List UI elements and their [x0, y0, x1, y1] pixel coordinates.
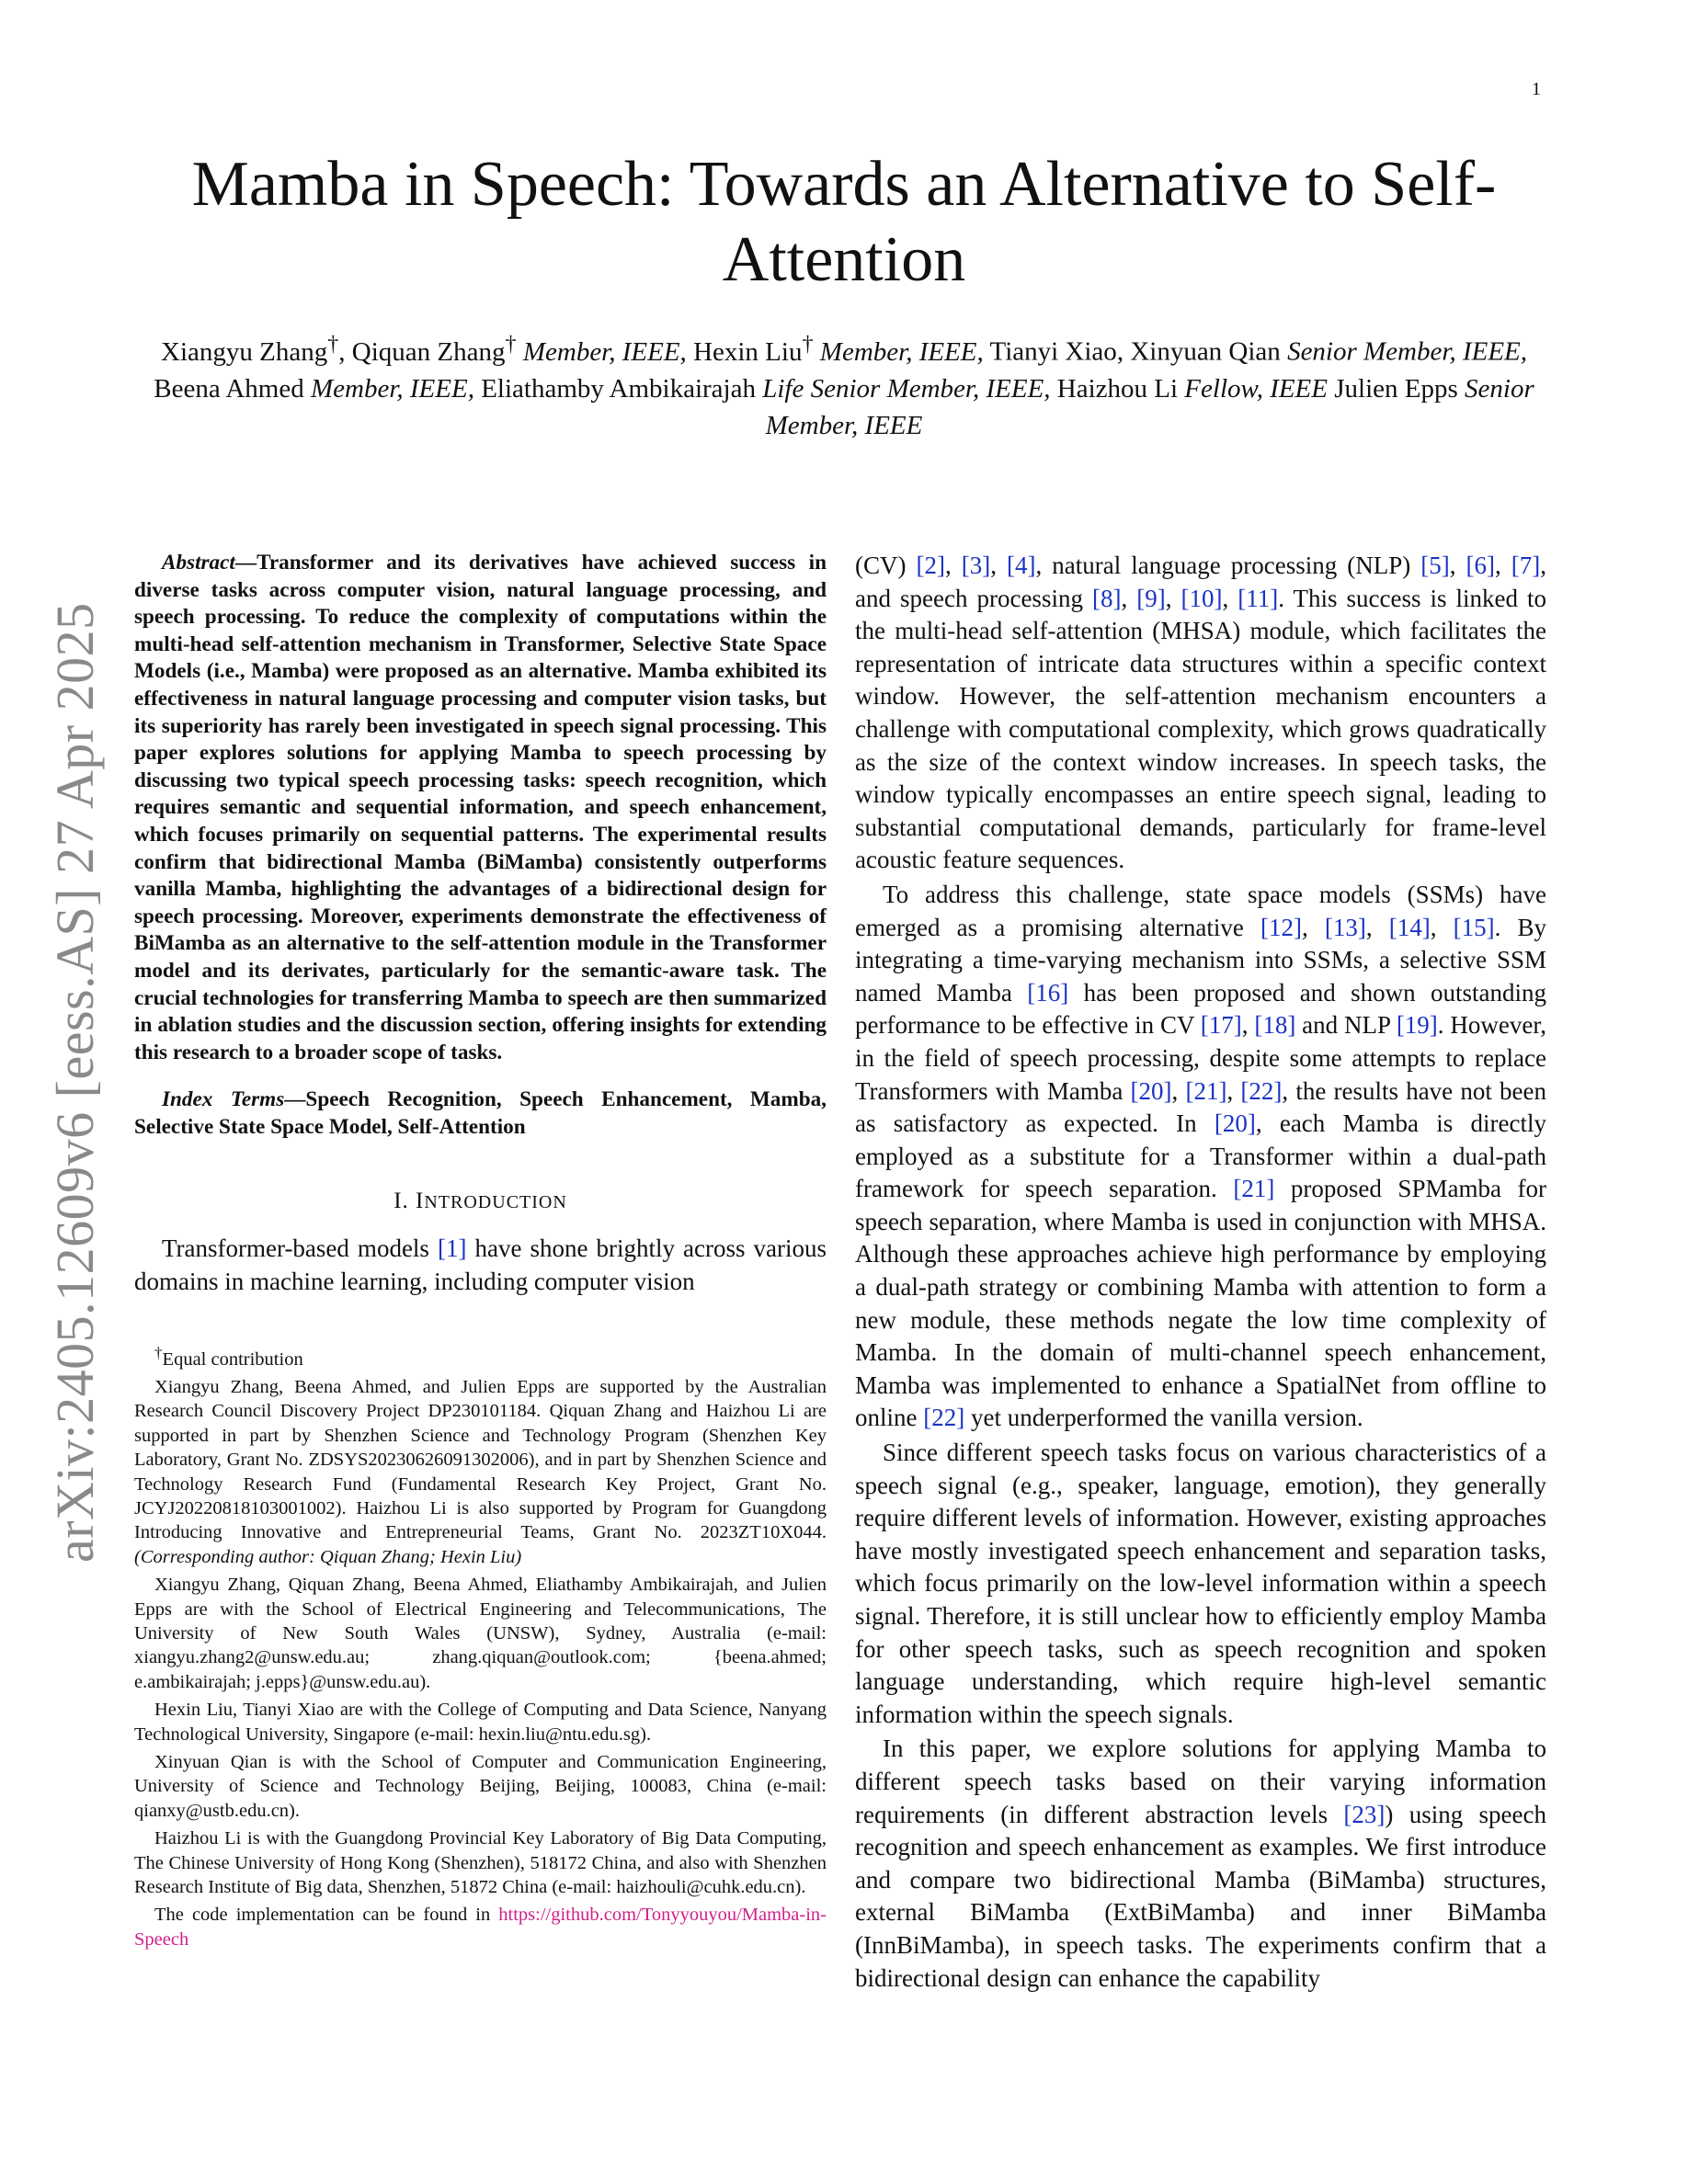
author-role: Life Senior Member, IEEE, [755, 373, 1051, 404]
body-paragraph: To address this challenge, state space models (SSMs) have emerged as a promising alternative [12], [13], [14], [15]. By integrating a time-varying mechanism into SSMs, a selective SSM named Mamba [16] has been proposed and shown outstanding performance to be effective in CV [17], [18] and NLP [19]. However, in the field of speech processing, despite some attempts to replace Transformers with Mamba [20], [21], [22], the results have not been as satisfactory as expected. In [20], each Mamba is directly employed as a substitute for a Transformer within a dual-path framework for speech separation. [21] proposed SPMamba for speech separation, where Mamba is used in conjunction with MHSA. Although these approaches achieve high performance by employing a dual-path strategy or combining Mamba with attention to form a new module, these methods negate the low time complexity of Mamba. In the domain of multi-channel speech enhancement, Mamba was implemented to enhance a SpatialNet from offline to online [22] yet underperformed the vanilla version. [855, 880, 1547, 1432]
author-name: Tianyi Xiao [989, 336, 1117, 367]
author-role: Member, IEEE, [303, 373, 474, 404]
author-role: Member, IEEE, [516, 336, 687, 367]
author-name: Haizhou Li [1056, 373, 1179, 404]
section-heading-introduction [134, 1189, 827, 1214]
footnote-equal-contribution: †Equal contribution [154, 1343, 303, 1370]
dagger-mark: † [505, 331, 517, 356]
author-list [129, 325, 1559, 444]
author-name: Xiangyu Zhang [161, 336, 328, 367]
index-terms: Index Terms—Speech Recognition, Speech Enhancement, Mamba, Selective State Space Model, Self-Attention [134, 1087, 827, 1139]
author [1130, 337, 1527, 367]
citation-link[interactable]: [6] [1466, 552, 1496, 579]
citation-link[interactable]: [17] [1200, 1011, 1242, 1040]
citation-link[interactable]: [10] [1180, 584, 1223, 612]
corresponding-author: (Corresponding author: Qiquan Zhang; Hexin Liu) [134, 1546, 522, 1567]
section-initial: I [416, 1189, 425, 1214]
abstract-lead: Abstract [162, 551, 235, 574]
citation-link[interactable]: [3] [961, 552, 991, 579]
citation-link[interactable]: [7] [1511, 552, 1541, 579]
citation-link[interactable]: [14] [1388, 913, 1431, 941]
author [693, 331, 984, 367]
citation-link[interactable]: [9] [1136, 584, 1166, 612]
author-role: Member, IEEE, [813, 336, 984, 367]
index-terms-lead: Index Terms [162, 1087, 285, 1112]
footnote-affiliation-ntu: Hexin Liu, Tianyi Xiao are with the College of Computing and Data Science, Nanyang Technological University, Singapore (e-mail: hexin.liu@ntu.edu.sg). [134, 1700, 827, 1745]
citation-link[interactable]: [2] [916, 552, 945, 579]
citation-link[interactable]: [5] [1420, 552, 1450, 579]
code-repository-link[interactable]: https://github.com/Tonyyouyou/Mamba-in-Speech [134, 1905, 827, 1950]
author [351, 331, 687, 367]
citation-link[interactable]: [13] [1324, 913, 1366, 941]
section-rest: NTRODUCTION [424, 1192, 567, 1213]
citation-link[interactable]: [22] [923, 1404, 965, 1432]
abstract-text: Transformer and its derivatives have achieved success in diverse tasks across computer vision, natural language processing, and speech processing. To reduce the complexity of computations within the multi-head self-attention mechanism in Transformer, Selective State Space Models (i.e., Mamba) were proposed as an alternative. Mamba exhibited its effectiveness in natural language processing and computer vision tasks, but its superiority has rarely been investigated in speech signal processing. This paper explores solutions for applying Mamba to speech processing by discussing two typical speech processing tasks: speech recognition, which requires semantic and sequential information, and speech enhancement, which focuses primarily on sequential patterns. The experimental results confirm that bidirectional Mamba (BiMamba) consistently outperforms vanilla Mamba, highlighting the advantages of a bidirectional design for speech processing. Moreover, experiments demonstrate the effectiveness of BiMamba as an alternative to the self-attention module in the Transformer model and its derivates, particularly for the semantic-aware task. The crucial technologies for transferring Mamba to speech are then summarized in ablation studies and the discussion section, offering insights for extending this research to a broader scope of tasks. [134, 551, 827, 1064]
citation-link[interactable]: [11] [1237, 584, 1279, 612]
page-number: 1 [1532, 79, 1541, 99]
citation-link[interactable]: [19] [1396, 1011, 1438, 1040]
citation-link[interactable]: [4] [1007, 552, 1036, 579]
author-name: Hexin Liu [693, 336, 803, 367]
footnote-code: The code implementation can be found in https://github.com/Tonyyouyou/Mamba-in-Speech [134, 1905, 827, 1950]
intro-paragraph-left: Transformer-based models [1] have shone brightly across various domains in machine learning, including computer vision [134, 1234, 827, 1296]
body-paragraph: In this paper, we explore solutions for applying Mamba to different speech tasks based on their varying information requirements (in different abstraction levels [23]) using speech recognition and speech enhancement as examples. We first introduce and compare two bidirectional Mamba (BiMamba) structures, external BiMamba (ExtBiMamba) and inner BiMamba (InnBiMamba), in speech tasks. The experiments confirm that a bidirectional design can enhance the capability [855, 1735, 1546, 1992]
arxiv-identifier-stamp[interactable]: arXiv:2405.12609v6 [eess.AS] 27 Apr 2025 [45, 602, 105, 1563]
author: Xiangyu Zhang†, [161, 331, 346, 367]
citation-link[interactable]: [8] [1091, 584, 1122, 612]
author [1057, 374, 1328, 404]
dagger-mark: † [154, 1343, 163, 1361]
author-role: Senior Member, IEEE, [1280, 336, 1527, 367]
dagger-mark: † [327, 331, 339, 356]
citation-link[interactable]: [12] [1260, 913, 1303, 941]
index-terms-text: Speech Recognition, Speech Enhancement, Mamba, Selective State Space Model, Self-Attention [134, 1087, 827, 1139]
body-paragraph: (CV) [2], [3], [4], natural language processing (NLP) [5], [6], [7], and speech processing [8], [9], [10], [11]. This success is linked to the multi-head self-attention (MHSA) module, which facilitates the representation of intricate data structures within a specific context window. However, the self-attention mechanism encounters a challenge with computational complexity, which grows quadratically as the size of the context window increases. In speech tasks, the window typically encompasses an entire speech signal, leading to substantial computational demands, particularly for frame-level acoustic feature sequences. [855, 552, 1547, 874]
footnote-funding: Xiangyu Zhang, Beena Ahmed, and Julien Epps are supported by the Australian Research Council Discovery Project DP230101184. Qiquan Zhang and Haizhou Li are supported in part by Shenzhen Science and Technology Program (Shenzhen Key Laboratory, Grant No. ZDSYS20230626091302006), and in part by Shenzhen Science and Technology Research Fund (Fundamental Research Key Project, Grant No. JCYJ20220818103001002). Haizhou Li is also supported by Program for Guangdong Introducing Innovative and Entrepreneurial Teams, Grant No. 2023ZT10X044. (Corresponding author: Qiquan Zhang; Hexin Liu) [134, 1376, 827, 1567]
author-name: Eliathamby Ambikairajah [481, 373, 756, 404]
body-paragraph: Since different speech tasks focus on various characteristics of a speech signal (e.g., speaker, language, emotion), they generally require different levels of information. However, existing approaches have mostly investigated speech enhancement and separation tasks, which focus primarily on the low-level information within a speech signal. Therefore, it is still unclear how to efficiently employ Mamba for other speech tasks, such as speech recognition and spoken language understanding, which require high-level semantic information within the speech signals. [855, 1439, 1546, 1728]
author: Tianyi Xiao, [989, 336, 1124, 367]
footnote-affiliation-cuhk: Haizhou Li is with the Guangdong Provincial Key Laboratory of Big Data Computing, The Chinese University of Hong Kong (Shenzhen), 518172 China, and also with Shenzhen Research Institute of Big data, Shenzhen, 51872 China (e-mail: haizhouli@cuhk.edu.cn). [134, 1828, 827, 1898]
author-name: Beena Ahmed [154, 373, 304, 404]
author-role: Fellow, IEEE [1178, 373, 1328, 404]
author-name: Xinyuan Qian [1130, 336, 1281, 367]
citation-link[interactable]: [1] [437, 1234, 467, 1263]
citation-link[interactable]: [16] [1027, 978, 1069, 1007]
author-name: Qiquan Zhang [351, 336, 506, 367]
footnotes [134, 1341, 827, 1952]
right-column [855, 550, 1546, 1995]
citation-link[interactable]: [22] [1240, 1076, 1283, 1105]
citation-link[interactable]: [18] [1254, 1011, 1296, 1040]
citation-link[interactable]: [23] [1343, 1800, 1386, 1828]
author-role: Senior Member, IEEE [765, 373, 1534, 440]
author [481, 374, 1050, 404]
citation-link[interactable]: [20] [1214, 1109, 1256, 1138]
dagger-mark: † [802, 331, 814, 356]
citation-link[interactable]: [20] [1130, 1076, 1172, 1105]
author-name: Julien Epps [1334, 373, 1458, 404]
left-column [134, 550, 827, 1951]
section-numeral: I. [393, 1189, 409, 1214]
citation-link[interactable]: [21] [1233, 1175, 1275, 1203]
paper-title: Mamba in Speech: Towards an Alternative to Self-Attention [191, 149, 1497, 295]
citation-link[interactable]: [15] [1453, 913, 1495, 941]
footnote-affiliation-ustb: Xinyuan Qian is with the School of Computer and Communication Engineering, University of Science and Technology Beijing, Beijing, 100083, China (e-mail: qianxy@ustb.edu.cn). [134, 1751, 827, 1821]
citation-link[interactable]: [21] [1185, 1076, 1227, 1105]
author [154, 374, 474, 404]
footnote-affiliation-unsw: Xiangyu Zhang, Qiquan Zhang, Beena Ahmed, Eliathamby Ambikairajah, and Julien Epps are with the School of Electrical Engineering and Telecommunications, The University of New South Wales (UNSW), Sydney, Australia (e-mail: xiangyu.zhang2@unsw.edu.au; zhang.qiquan@outlook.com; {beena.ahmed; e.ambikairajah; j.epps}@unsw.edu.au). [134, 1575, 827, 1692]
abstract: Abstract—Transformer and its derivatives have achieved success in diverse tasks across computer vision, natural language processing, and speech processing. To reduce the complexity of computations within the multi-head self-attention mechanism in Transformer, Selective State Space Models (i.e., Mamba) were proposed as an alternative. Mamba exhibited its effectiveness in natural language processing and computer vision tasks, but its superiority has rarely been investigated in speech signal processing. This paper explores solutions for applying Mamba to speech processing by discussing two typical speech processing tasks: speech recognition, which requires semantic and sequential information, and speech enhancement, which focuses primarily on sequential patterns. The experimental results confirm that bidirectional Mamba (BiMamba) consistently outperforms vanilla Mamba, highlighting the advantages of a bidirectional design for speech processing. Moreover, experiments demonstrate the effectiveness of BiMamba as an alternative to the self-attention module in the Transformer model and its derivates, particularly for the semantic-aware task. The crucial technologies for transferring Mamba to speech are then summarized in ablation studies and the discussion section, offering insights for extending this research to a broader scope of tasks. [134, 551, 827, 1064]
